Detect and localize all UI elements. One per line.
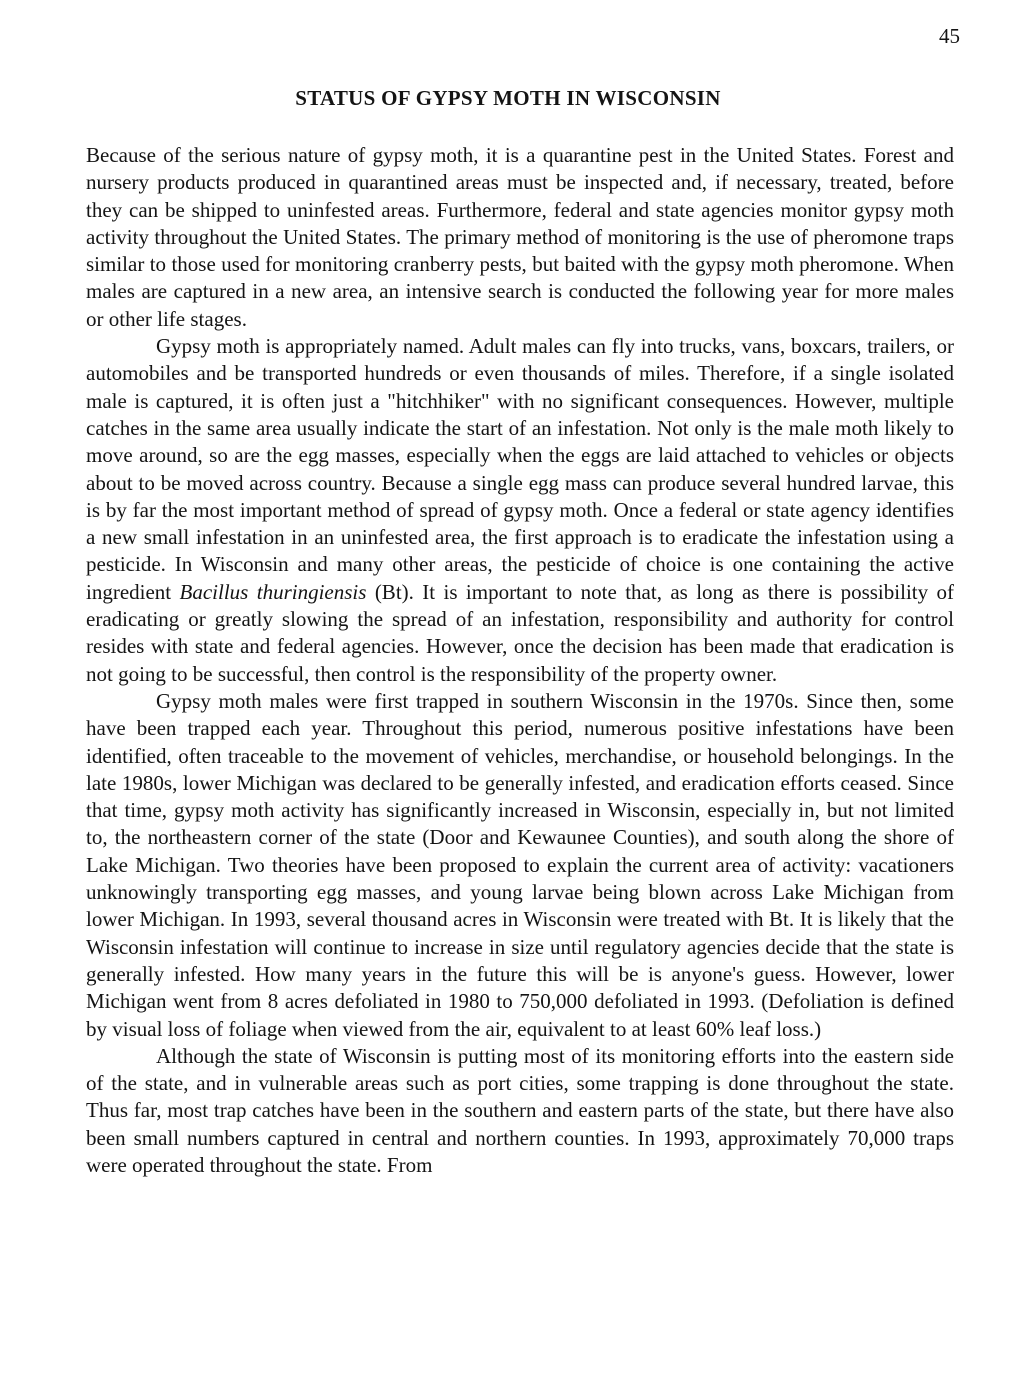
- article-body: [86, 142, 954, 1179]
- species-name: Bacillus thuringiensis: [179, 579, 367, 604]
- paragraph-1: Because of the serious nature of gypsy moth, it is a quarantine pest in the United States. Forest and nursery products produced in quarantined areas must be inspected and, if necessary, treated, before they can be shipped to uninfested areas. Furthermore, federal and state agencies monitor gypsy moth activity throughout the United States. The primary method of monitoring is the use of pheromone traps similar to those used for monitoring cranberry pests, but baited with the gypsy moth pheromone. When males are captured in a new area, an intensive search is conducted the following year for more males or other life stages.: [86, 143, 954, 331]
- paragraph-2-text-a: Gypsy moth is appropriately named. Adult males can fly into trucks, vans, boxcars, trailers, or automobiles and be transported hundreds or even thousands of miles. Therefore, if a single isolated male is captured, it is often just a "hitchhiker" with no significant consequences. However, multiple catches in the same area usually indicate the start of an infestation. Not only is the male moth likely to move around, so are the egg masses, especially when the eggs are laid attached to vehicles or objects about to be moved across country. Because a single egg mass can produce several hundred larvae, this is by far the most important method of spread of gypsy moth. Once a federal or state agency identifies a new small infestation in an uninfested area, the first approach is to eradicate the infestation using a pesticide. In Wisconsin and many other areas, the pesticide of choice is one containing the active ingredient: [86, 334, 954, 604]
- page-title: STATUS OF GYPSY MOTH IN WISCONSIN: [295, 86, 721, 110]
- page-number: 45: [939, 24, 960, 48]
- paragraph-3: Gypsy moth males were first trapped in southern Wisconsin in the 1970s. Since then, some have been trapped each year. Throughout this period, numerous positive infestations have been identified, often traceable to the movement of vehicles, merchandise, or household belongings. In the late 1980s, lower Michigan was declared to be generally infested, and eradication efforts ceased. Since that time, gypsy moth activity has significantly increased in Wisconsin, especially in, but not limited to, the northeastern corner of the state (Door and Kewaunee Counties), and south along the shore of Lake Michigan. Two theories have been proposed to explain the current area of activity: vacationers unknowingly transporting egg masses, and young larvae being blown across Lake Michigan from lower Michigan. In 1993, several thousand acres in Wisconsin were treated with Bt. It is likely that the Wisconsin infestation will continue to increase in size until regulatory agencies decide that the state is generally infested. How many years in the future this will be is anyone's guess. However, lower Michigan went from 8 acres defoliated in 1980 to 750,000 defoliated in 1993. (Defoliation is defined by visual loss of foliage when viewed from the air, equivalent to at least 60% leaf loss.): [86, 688, 954, 1041]
- paragraph-4: Although the state of Wisconsin is putting most of its monitoring efforts into the eastern side of the state, and in vulnerable areas such as port cities, some trapping is done throughout the state. Thus far, most trap catches have been in the southern and eastern parts of the state, but there have also been small numbers captured in central and northern counties. In 1993, approximately 70,000 traps were operated throughout the state. From: [86, 1043, 954, 1177]
- paragraph-2-text-b: (Bt). It is important to note that, as long as there is possibility of eradicating or greatly slowing the spread of an infestation, responsibility and authority for control resides with state and federal agencies. However, once the decision has been made that eradication is not going to be successful, then control is the responsibility of the property owner.: [86, 579, 954, 686]
- paragraph-2: [86, 333, 954, 688]
